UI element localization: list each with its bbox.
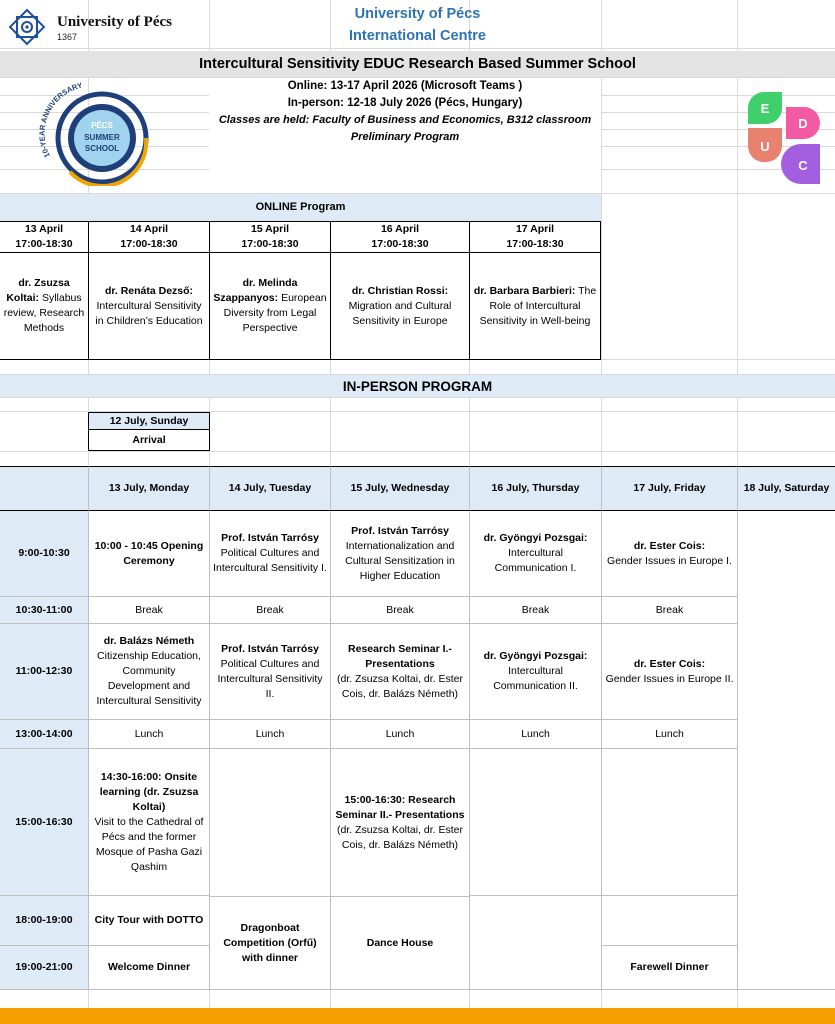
session-cell [331, 511, 470, 597]
session-cell [331, 624, 470, 720]
lunch-cell: Lunch [210, 720, 331, 749]
inperson-program-title: IN-PERSON PROGRAM [0, 375, 835, 397]
session-speaker: Prof. István Tarrósy [351, 524, 449, 537]
online-topic: European Diversity from Legal Perspective [223, 292, 327, 334]
educ-letter-d: D [798, 116, 808, 131]
page-title [0, 51, 835, 77]
anniversary-badge-icon [30, 82, 154, 186]
lunch-cell: Lunch [331, 720, 470, 749]
online-speaker: dr. Melinda Szappanyos: [213, 277, 298, 304]
online-session [210, 253, 331, 360]
educ-logo [745, 90, 823, 186]
online-speaker: dr. Barbara Barbieri: [473, 284, 576, 297]
online-day-header [0, 221, 89, 253]
session-speaker: dr. Balázs Németh [103, 635, 195, 647]
info-block [209, 78, 601, 193]
session-topic: Intercultural Communication I. [494, 547, 577, 574]
empty-cell [602, 896, 738, 946]
saturday-column [738, 511, 835, 990]
seminar-people: (dr. Zsuzsa Koltai, dr. Ester Cois, dr. Balázs Németh) [336, 672, 464, 700]
session-topic: Gender Issues in Europe I. [607, 554, 732, 567]
online-session [331, 253, 470, 360]
session-cell [210, 511, 331, 597]
day-header: 15 July, Wednesday [331, 466, 470, 511]
time-column-header [0, 466, 89, 511]
session-cell [602, 511, 738, 597]
arrival-label: Arrival [88, 430, 210, 451]
arrival-date: 12 July, Sunday [88, 412, 210, 430]
session-cell [470, 511, 602, 597]
badge-line1: PÉCS [91, 121, 113, 130]
online-speaker: dr. Renáta Dezső: [104, 284, 194, 297]
lunch-cell: Lunch [89, 720, 210, 749]
session-cell [470, 624, 602, 720]
time-slot: 9:00-10:30 [0, 511, 89, 597]
educ-letter-c: C [798, 158, 808, 173]
online-date: 14 April [129, 223, 169, 235]
online-date: 15 April [250, 223, 290, 235]
online-topic: Migration and Cultural Sensitivity in Europe [348, 299, 452, 327]
session-topic: Political Cultures and Intercultural Sensitivity II. [217, 657, 323, 700]
online-time: 17:00-18:30 [506, 238, 564, 250]
time-slot: 19:00-21:00 [0, 946, 89, 990]
online-time: 17:00-18:30 [120, 238, 178, 250]
time-slot: 13:00-14:00 [0, 720, 89, 749]
page-title-text: Intercultural Sensitivity EDUC Research Based Summer School [199, 56, 636, 72]
farewell-dinner: Farewell Dinner [602, 946, 738, 990]
onsite-learning-title: 14:30-16:00: Onsite learning (dr. Zsuzsa Koltai) [99, 770, 199, 813]
day-header: 13 July, Monday [89, 466, 210, 511]
inperson-dates: In-person: 12-18 July 2026 (Pécs, Hungary) [287, 97, 523, 109]
session-speaker: dr. Gyöngyi Pozsgai: [483, 650, 588, 662]
dance-house: Dance House [331, 896, 470, 990]
seminar-people: (dr. Zsuzsa Koltai, dr. Ester Cois, dr. Balázs Németh) [336, 823, 464, 851]
break-cell: Break [210, 597, 331, 624]
session-topic: Internationalization and Cultural Sensitization in Higher Education [345, 539, 455, 582]
onsite-learning-topic: Visit to the Cathedral of Pécs and the former Mosque of Pasha Gazi Qashim [94, 815, 204, 873]
empty-cell [602, 749, 738, 896]
time-slot: 10:30-11:00 [0, 597, 89, 624]
session-cell [89, 749, 210, 896]
centre-name-line1: University of Pécs [354, 6, 481, 22]
session-topic: Gender Issues in Europe II. [605, 672, 734, 685]
break-cell: Break [470, 597, 602, 624]
centre-name-line2: International Centre [349, 28, 486, 44]
classes-location: Classes are held: Faculty of Business and Economics, B312 classroom [218, 114, 592, 126]
day-header: 18 July, Saturday [738, 466, 835, 511]
university-name: University of Pécs [57, 14, 172, 30]
empty-cell [470, 896, 602, 990]
session-speaker: dr. Gyöngyi Pozsgai: [483, 532, 588, 544]
day-header: 14 July, Tuesday [210, 466, 331, 511]
session-topic: Political Cultures and Intercultural Sensitivity I. [213, 547, 327, 574]
session-topic: Citizenship Education, Community Development and Intercultural Sensitivity [96, 650, 202, 707]
online-dates: Online: 13-17 April 2026 (Microsoft Teams ) [287, 80, 523, 92]
university-logo [6, 6, 48, 48]
time-slot: 11:00-12:30 [0, 624, 89, 720]
empty-cell [470, 749, 602, 896]
session-cell [602, 624, 738, 720]
online-day-header [470, 221, 601, 253]
lunch-cell: Lunch [602, 720, 738, 749]
online-time: 17:00-18:30 [15, 238, 73, 250]
online-topic: Syllabus review, Research Methods [3, 292, 85, 334]
online-session [470, 253, 601, 360]
online-speaker: dr. Zsuzsa Koltai: [6, 277, 70, 304]
summer-school-badge [30, 82, 154, 186]
empty-cell [210, 749, 331, 896]
session-speaker: dr. Ester Cois: [633, 539, 706, 552]
session-cell [331, 749, 470, 896]
session-speaker: dr. Ester Cois: [633, 657, 706, 670]
session-speaker: Prof. István Tarrósy [221, 642, 319, 655]
session-speaker: Prof. István Tarrósy [221, 532, 319, 544]
online-date: 13 April [24, 223, 64, 235]
online-day-header [331, 221, 470, 253]
session-cell [210, 624, 331, 720]
educ-logo-icon [745, 90, 823, 186]
session-topic: Intercultural Communication II. [493, 665, 578, 692]
online-date: 16 April [380, 223, 420, 235]
city-tour: City Tour with DOTTO [89, 896, 210, 946]
online-day-header [89, 221, 210, 253]
program-status: Preliminary Program [350, 131, 460, 143]
time-slot: 15:00-16:30 [0, 749, 89, 896]
online-time: 17:00-18:30 [371, 238, 429, 250]
session-cell [89, 624, 210, 720]
university-emblem-icon [6, 6, 48, 48]
seminar-title: Research Seminar I.- Presentations [348, 642, 452, 670]
online-speaker: dr. Christian Rossi: [351, 284, 449, 297]
online-date: 17 April [515, 223, 555, 235]
welcome-dinner: Welcome Dinner [89, 946, 210, 990]
online-session [89, 253, 210, 360]
time-slot: 18:00-19:00 [0, 896, 89, 946]
online-time: 17:00-18:30 [241, 238, 299, 250]
badge-line3: SCHOOL [84, 144, 120, 153]
online-day-header [210, 221, 331, 253]
day-header: 16 July, Thursday [470, 466, 602, 511]
dragonboat-competition: Dragonboat Competition (Orfű) with dinner [210, 896, 331, 990]
break-cell: Break [89, 597, 210, 624]
opening-ceremony: 10:00 - 10:45 Opening Ceremony [89, 511, 210, 597]
university-year: 1367 [57, 32, 78, 42]
online-topic: The Role of Intercultural Sensitivity in Well-being [479, 284, 597, 327]
seminar-title: 15:00-16:30: Research Seminar II.- Presentations [335, 793, 465, 821]
break-cell: Break [602, 597, 738, 624]
break-cell: Break [331, 597, 470, 624]
footer-accent-bar [0, 1008, 835, 1024]
online-program-title: ONLINE Program [0, 194, 601, 221]
educ-letter-u: U [760, 139, 770, 154]
badge-arc-text: 10-YEAR ANNIVERSARY [37, 82, 84, 160]
online-topic: Intercultural Sensitivity in Children’s Education [95, 299, 203, 327]
day-header: 17 July, Friday [602, 466, 738, 511]
badge-line2: SUMMER [84, 133, 120, 142]
online-session [0, 253, 89, 360]
educ-letter-e: E [760, 101, 770, 116]
lunch-cell: Lunch [470, 720, 602, 749]
